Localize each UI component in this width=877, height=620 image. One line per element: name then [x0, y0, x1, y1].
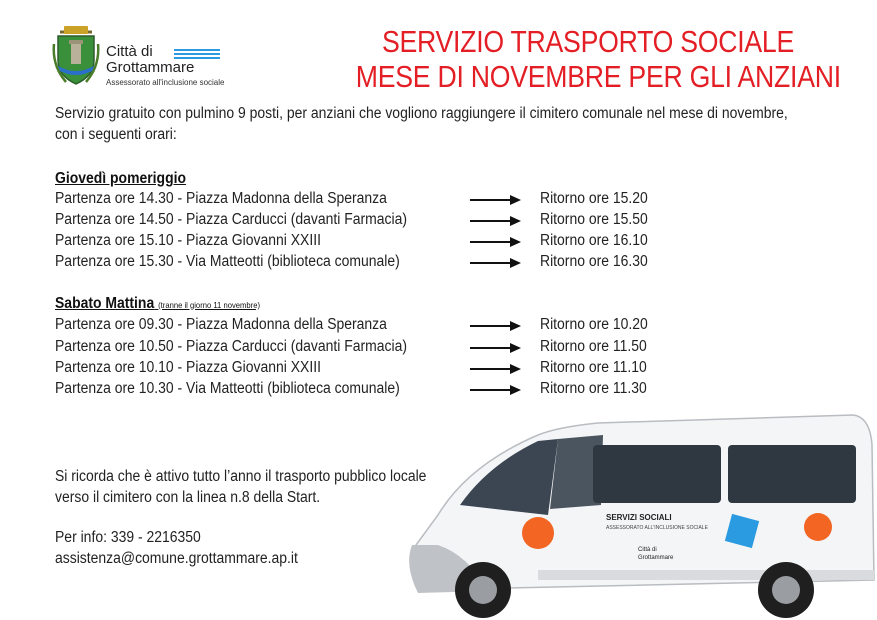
return-text: Ritorno ore 11.50 — [540, 338, 647, 355]
return-text: Ritorno ore 11.30 — [540, 380, 647, 397]
reminder-line1: Si ricorda che è attivo tutto l’anno il trasporto pubblico locale — [55, 468, 427, 485]
van-label-office: ASSESSORATO ALL'INCLUSIONE SOCIALE — [606, 525, 708, 531]
arrow-right-icon — [470, 257, 522, 269]
van-front-hub — [469, 576, 497, 604]
schedule-row — [55, 338, 695, 359]
title-line1: SERVIZIO TRASPORTO SOCIALE — [381, 24, 795, 59]
arrow-right-icon — [470, 363, 522, 375]
saturday-note: (tranne il giorno 11 novembre) — [158, 300, 261, 310]
van-logo-line2: Grottammare — [638, 555, 674, 561]
schedule-row — [55, 359, 695, 380]
intro-line2: con i seguenti orari: — [55, 126, 177, 143]
logo-city-line2: Grottammare — [106, 59, 195, 76]
van-decal-orange — [804, 513, 832, 541]
contact-phone: Per info: 339 - 2216350 — [55, 529, 201, 546]
saturday-heading-text: Sabato Mattina — [55, 295, 155, 312]
contact-email: assistenza@comune.grottammare.ap.it — [55, 550, 298, 567]
departure-text: Partenza ore 14.50 - Piazza Carducci (davanti Farmacia) — [55, 211, 408, 228]
van-rear-hub — [772, 576, 800, 604]
arrow-right-icon — [470, 342, 522, 354]
schedule-row — [55, 316, 695, 337]
return-text: Ritorno ore 16.30 — [540, 253, 648, 270]
return-text: Ritorno ore 15.50 — [540, 211, 648, 228]
arrow-right-icon — [470, 236, 522, 248]
van-illustration — [398, 405, 877, 620]
thursday-heading — [55, 170, 186, 188]
van-decal-orange — [522, 517, 554, 549]
intro-line1: Servizio gratuito con pulmino 9 posti, per anziani che vogliono raggiungere il cimitero comunale nel mese di novembre, — [55, 105, 788, 122]
van-label-services: SERVIZI SOCIALI — [606, 513, 672, 522]
municipality-logo — [52, 26, 232, 90]
departure-text: Partenza ore 15.10 - Piazza Giovanni XXIII — [55, 232, 321, 249]
departure-text: Partenza ore 15.30 - Via Matteotti (biblioteca comunale) — [55, 253, 400, 270]
title-line2: MESE DI NOVEMBRE PER GLI ANZIANI — [355, 59, 841, 94]
van-stripe — [538, 570, 874, 580]
logo-stripes-icon — [174, 49, 220, 63]
van-logo-line1: Città di — [638, 547, 657, 553]
schedule-row — [55, 253, 695, 274]
saturday-heading — [55, 295, 260, 313]
logo-subtitle: Assessorato all'inclusione sociale — [106, 78, 225, 87]
van-side-window — [593, 445, 721, 503]
coat-of-arms-icon — [52, 26, 100, 88]
departure-text: Partenza ore 10.50 - Piazza Carducci (davanti Farmacia) — [55, 338, 408, 355]
departure-text: Partenza ore 14.30 - Piazza Madonna della Speranza — [55, 190, 387, 207]
schedule-row — [55, 190, 695, 211]
arrow-right-icon — [470, 384, 522, 396]
departure-text: Partenza ore 09.30 - Piazza Madonna della Speranza — [55, 316, 387, 333]
schedule-row — [55, 211, 695, 232]
logo-city-line1: Città di — [106, 43, 153, 60]
return-text: Ritorno ore 11.10 — [540, 359, 647, 376]
return-text: Ritorno ore 10.20 — [540, 316, 648, 333]
thursday-heading-text: Giovedì pomeriggio — [55, 170, 186, 187]
intro-text — [55, 103, 869, 145]
departure-text: Partenza ore 10.10 - Piazza Giovanni XXIII — [55, 359, 321, 376]
contact-info — [55, 527, 325, 569]
arrow-right-icon — [470, 320, 522, 332]
reminder-line2: verso il cimitero con la linea n.8 della Start. — [55, 489, 321, 506]
van-side-window — [728, 445, 856, 503]
departure-text: Partenza ore 10.30 - Via Matteotti (biblioteca comunale) — [55, 380, 400, 397]
arrow-right-icon — [470, 194, 522, 206]
arrow-right-icon — [470, 215, 522, 227]
schedule-row — [55, 232, 695, 253]
schedule-row — [55, 380, 695, 401]
page-title — [318, 24, 858, 94]
return-text: Ritorno ore 15.20 — [540, 190, 648, 207]
return-text: Ritorno ore 16.10 — [540, 232, 648, 249]
